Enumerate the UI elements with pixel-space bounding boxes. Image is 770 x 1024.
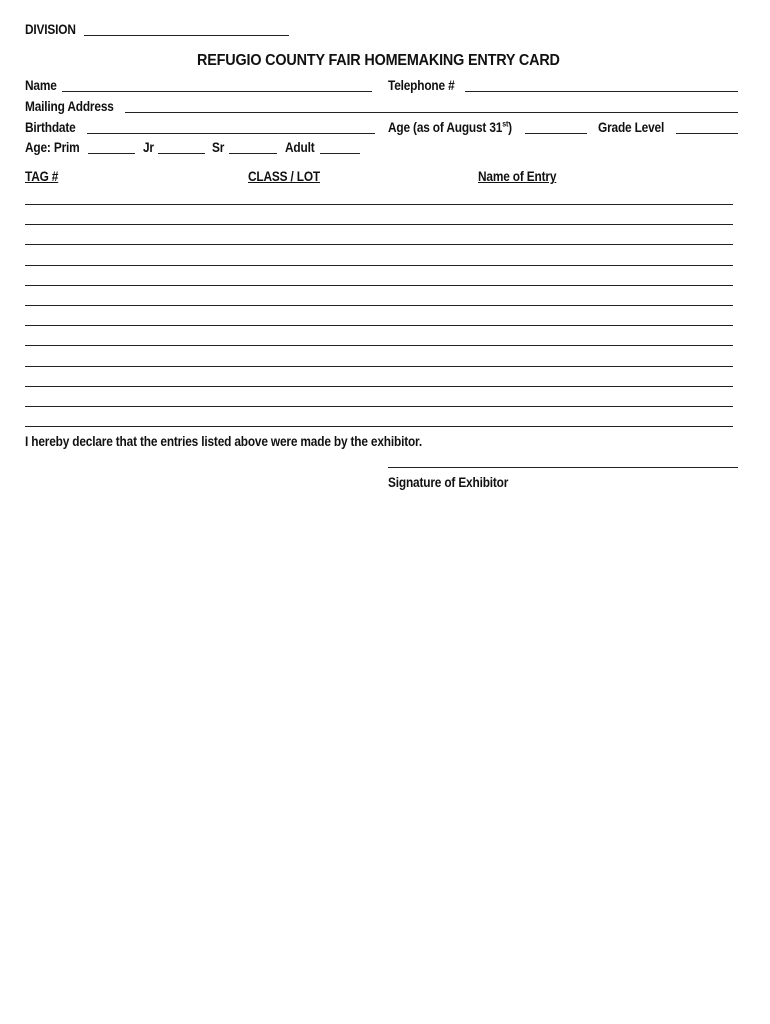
signature-field[interactable] — [388, 467, 738, 468]
mailing-address-label: Mailing Address — [25, 99, 114, 114]
entry-row-line[interactable] — [25, 406, 733, 407]
entry-row-line[interactable] — [25, 325, 733, 326]
telephone-label: Telephone # — [388, 78, 455, 93]
declaration-text: I hereby declare that the entries listed above were made by the exhibitor. — [25, 434, 422, 449]
sr-field[interactable] — [229, 153, 277, 154]
entry-row-line[interactable] — [25, 285, 733, 286]
entry-row-line[interactable] — [25, 366, 733, 367]
entry-row-line[interactable] — [25, 426, 733, 427]
sr-label: Sr — [212, 140, 225, 155]
mailing-address-field[interactable] — [125, 112, 738, 113]
entry-row-line[interactable] — [25, 244, 733, 245]
grade-level-field[interactable] — [676, 133, 738, 134]
name-field[interactable] — [62, 91, 372, 92]
jr-label: Jr — [143, 140, 154, 155]
entry-row-line[interactable] — [25, 265, 733, 266]
grade-level-label: Grade Level — [598, 120, 665, 135]
entry-row-line[interactable] — [25, 224, 733, 225]
column-header-class-lot: CLASS / LOT — [248, 169, 320, 184]
column-header-tag: TAG # — [25, 169, 59, 184]
adult-field[interactable] — [320, 153, 360, 154]
age-prim-label: Age: Prim — [25, 140, 80, 155]
prim-field[interactable] — [88, 153, 135, 154]
birthdate-field[interactable] — [87, 133, 375, 134]
jr-field[interactable] — [158, 153, 205, 154]
signature-label: Signature of Exhibitor — [388, 475, 509, 490]
division-field[interactable] — [84, 35, 289, 36]
telephone-field[interactable] — [465, 91, 738, 92]
birthdate-label: Birthdate — [25, 120, 76, 135]
division-label: DIVISION — [25, 22, 76, 37]
name-label: Name — [25, 78, 57, 93]
page-title: REFUGIO COUNTY FAIR HOMEMAKING ENTRY CARD — [197, 52, 560, 69]
adult-label: Adult — [285, 140, 315, 155]
column-header-name-of-entry: Name of Entry — [478, 169, 557, 184]
entry-row-line[interactable] — [25, 386, 733, 387]
age-as-of-label: Age (as of August 31st) — [388, 119, 512, 135]
age-field[interactable] — [525, 133, 587, 134]
entry-row-line[interactable] — [25, 345, 733, 346]
entry-row-line[interactable] — [25, 204, 733, 205]
entry-row-line[interactable] — [25, 305, 733, 306]
